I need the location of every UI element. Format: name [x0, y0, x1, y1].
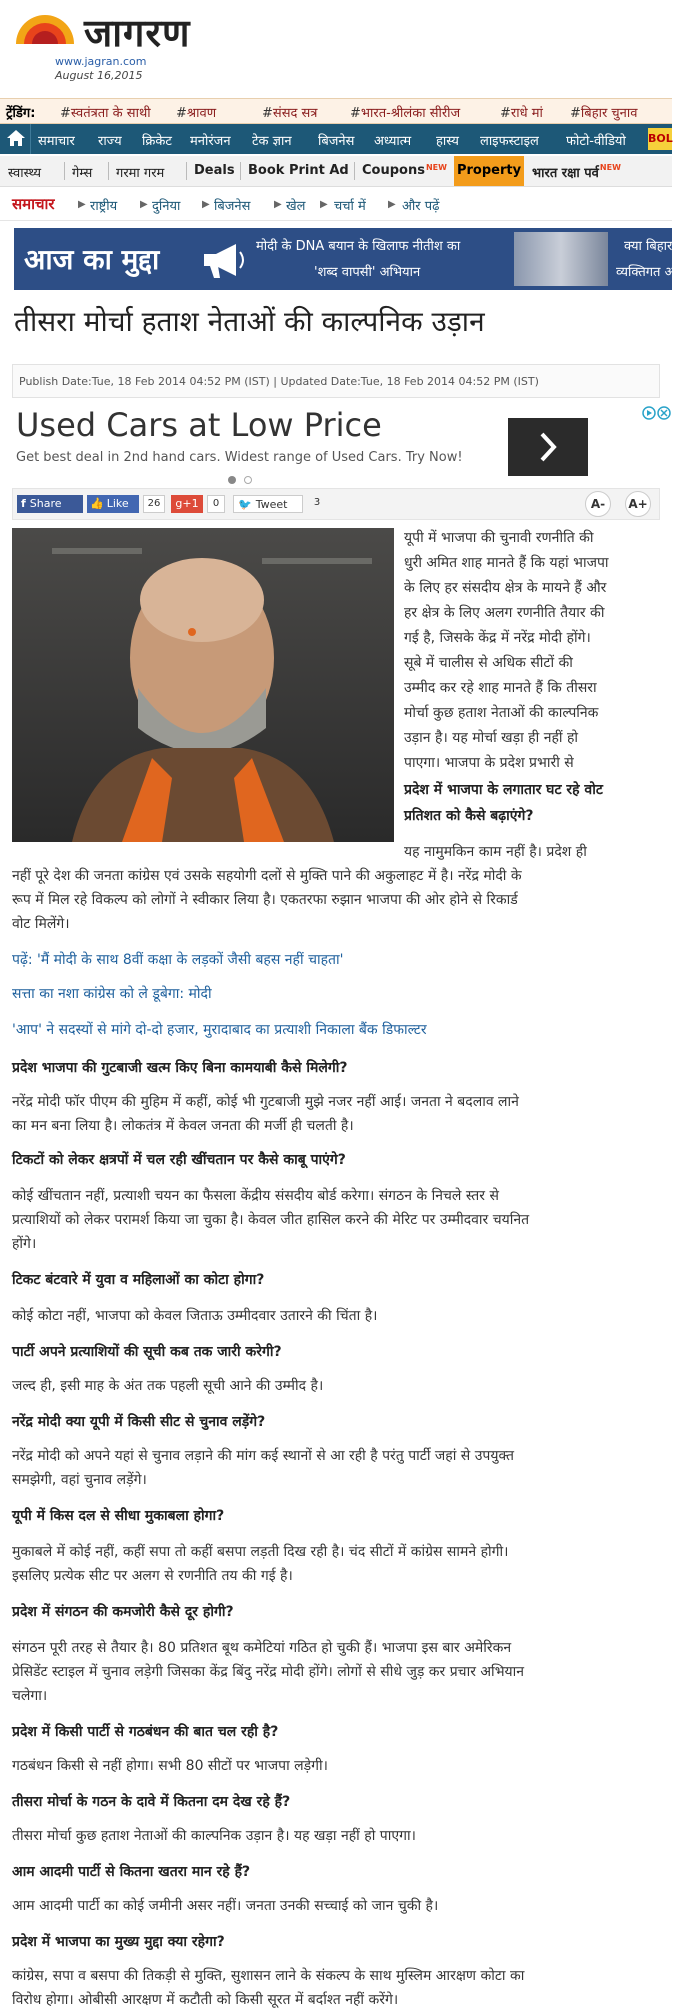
like-count: 26 — [143, 495, 165, 513]
answer-line: आम आदमी पार्टी का कोई जमीनी असर नहीं। जनता उनकी सच्चाई को जान चुकी है। — [12, 1898, 439, 1914]
chevron-right-icon: ▶ — [202, 199, 210, 210]
question: प्रदेश में किसी पार्टी से गठबंधन की बात चल रही है? — [12, 1724, 279, 1740]
answer-line: मुकाबले में कोई नहीं, कहीं सपा तो कहीं बसपा लड़ती दिख रही है। चंद सीटों में कांग्रेस सामने होगी। — [12, 1544, 509, 1560]
question: प्रदेश भाजपा की गुटबाजी खत्म किए बिना कामयाबी कैसे मिलेगी? — [12, 1060, 348, 1076]
new-badge: NEW — [425, 163, 447, 172]
facebook-share-button[interactable]: f Share — [17, 495, 83, 513]
subnav-item[interactable]: गेम्स — [72, 166, 93, 181]
text-line: उम्मीद कर रहे शाह मानते हैं कि तीसरा — [404, 680, 597, 696]
answer-line: कोई खींचतान नहीं, प्रत्याशी चयन का फैसला केंद्रीय संसदीय बोर्ड करेगा। संगठन के निचले स्तर से — [12, 1188, 499, 1204]
banner-title: आज का मुद्दा — [24, 243, 160, 276]
text-line: हर क्षेत्र के लिए अलग रणनीति तैयार की — [404, 605, 605, 621]
thumbs-up-icon: 👍 — [90, 497, 104, 510]
property-button[interactable]: Property — [454, 156, 524, 186]
nav-item[interactable]: टेक ज्ञान — [252, 134, 292, 149]
article-title: तीसरा मोर्चा हताश नेताओं की काल्पनिक उड़ान — [14, 305, 485, 338]
text-line: के लिए हर संसदीय क्षेत्र के मायने हैं और — [404, 580, 607, 596]
question: टिकटों को लेकर क्षत्रपों में चल रही खींचतान पर कैसे काबू पाएंगे? — [12, 1152, 346, 1168]
answer-line: तीसरा मोर्चा कुछ हताश नेताओं की काल्पनिक उड़ान है। यह खड़ा नहीं हो पाएगा। — [12, 1828, 416, 1844]
ad-title[interactable]: Used Cars at Low Price — [16, 406, 382, 444]
category-nav — [0, 192, 672, 221]
share-bar — [12, 488, 660, 520]
category-link[interactable]: और पढ़ें — [402, 199, 440, 214]
banner-photo — [514, 232, 608, 286]
question: आम आदमी पार्टी से कितना खतरा मान रहे हैं? — [12, 1864, 251, 1880]
text-line: पाएगा। भाजपा के प्रदेश प्रभारी से — [404, 755, 574, 771]
answer-line: नरेंद्र मोदी फॉर पीएम की मुहिम में कहीं, कोई भी गुटबाजी मुझे नजर नहीं आई। जनता ने बदलाव लाने — [12, 1094, 519, 1110]
header-date: August 16,2015 — [55, 69, 143, 82]
answer-line: विरोध होगा। ओबीसी आरक्षण में कटौती को किसी सूरत में बर्दाश्त नहीं करेंगे। — [12, 1992, 399, 2008]
answer-line: होंगे। — [12, 1236, 37, 1252]
text-line: गई है, जिसके केंद्र में नरेंद्र मोदी होंगे। — [404, 630, 591, 646]
text-line: यूपी में भाजपा की चुनावी रणनीति की — [404, 530, 594, 546]
nav-item[interactable]: अध्यात्म — [374, 134, 412, 149]
trending-item[interactable]: #स्वतंत्रता के साथी — [60, 106, 151, 121]
nav-item[interactable]: हास्य — [436, 134, 459, 149]
question: प्रदेश में संगठन की कमजोरी कैसे दूर होगी? — [12, 1604, 234, 1620]
nav-item[interactable]: मनोरंजन — [190, 134, 231, 149]
sub-nav — [0, 156, 672, 187]
answer-line: प्रेसिडेंट स्टाइल में चुनाव लड़ेगी जिसका केंद्र बिंदु नरेंद्र मोदी होंगे। लोगों से सीधे जुड़ कर प्रचार अभियान — [12, 1664, 525, 1680]
trending-item[interactable]: #बिहार चुनाव — [570, 106, 638, 121]
answer-line: जल्द ही, इसी माह के अंत तक पहली सूची आने की उम्मीद है। — [12, 1378, 324, 1394]
logo-sun-icon[interactable] — [14, 12, 76, 46]
answer-line: यह नामुमकिन काम नहीं है। प्रदेश ही — [404, 844, 587, 860]
banner-side-text-2: व्यक्तिगत आ — [616, 265, 678, 280]
nav-item[interactable]: राज्य — [98, 134, 122, 149]
subnav-item[interactable]: Book Print Ad — [248, 163, 349, 178]
chevron-right-icon: ▶ — [78, 199, 86, 210]
chevron-right-icon: ▶ — [140, 199, 148, 210]
trending-label: ट्रेंडिंग: — [6, 106, 36, 121]
answer-line: गठबंधन किसी से नहीं होगा। सभी 80 सीटों पर भाजपा लड़ेगी। — [12, 1758, 328, 1774]
category-link[interactable]: बिजनेस — [214, 199, 251, 214]
text-line: उड़ान है। यह मोर्चा खड़ा ही नहीं हो — [404, 730, 579, 746]
answer-line: रूप में मिल रहे विकल्प को लोगों ने स्वीकार लिया है। एकतरफा रुझान भाजपा की ओर होने से रिकार्ड — [12, 892, 518, 908]
megaphone-icon — [200, 240, 248, 280]
text-line: सूबे में चालीस से अधिक सीटों की — [404, 655, 573, 671]
subnav-item[interactable]: भारत रक्षा पर्व$^{NEW}$ — [532, 163, 621, 181]
banner-side-text: क्या बिहार — [624, 239, 673, 254]
chevron-right-icon — [508, 418, 588, 476]
related-link[interactable]: पढ़ें: 'मैं मोदी के साथ 8वीं कक्षा के लड़कों जैसी बहस नहीं चाहता' — [12, 952, 344, 968]
trending-item[interactable]: #भारत-श्रीलंका सीरीज — [350, 106, 461, 121]
question: प्रतिशत को कैसे बढ़ाएंगे? — [404, 808, 534, 824]
category-link[interactable]: दुनिया — [152, 199, 181, 214]
subnav-item[interactable]: स्वास्थ्य — [8, 166, 42, 181]
category-link[interactable]: खेल — [286, 199, 306, 214]
facebook-icon: f — [21, 497, 26, 510]
category-link[interactable]: चर्चा में — [334, 199, 366, 214]
ad-subtitle: Get best deal in 2nd hand cars. Widest range of Used Cars. Try Now! — [16, 450, 463, 465]
nav-item[interactable]: बिजनेस — [318, 134, 355, 149]
twitter-bird-icon: 🐦 — [238, 498, 252, 511]
google-plus-button[interactable]: g+1 — [171, 495, 203, 513]
font-increase-button[interactable]: A+ — [625, 491, 651, 517]
tweet-count: 3 — [313, 497, 321, 508]
banner-headline-2: 'शब्द वापसी' अभियान — [314, 265, 421, 280]
question: प्रदेश में भाजपा का मुख्य मुद्दा क्या रहेगा? — [12, 1934, 225, 1950]
related-link[interactable]: 'आप' ने सदस्यों से मांगे दो-दो हजार, मुरादाबाद का प्रत्याशी निकाला बैंक डिफाल्टर — [12, 1022, 427, 1038]
logo-text[interactable]: जागरण — [84, 10, 191, 55]
home-icon[interactable] — [6, 128, 26, 148]
question: यूपी में किस दल से सीधा मुकाबला होगा? — [12, 1508, 225, 1524]
nav-item[interactable]: क्रिकेट — [142, 134, 172, 149]
ad-arrow-button[interactable] — [508, 418, 588, 476]
carousel-dot[interactable] — [228, 476, 236, 484]
carousel-dot[interactable] — [244, 476, 252, 484]
subnav-item-coupons[interactable]: Coupons$^{NEW}$ — [362, 163, 447, 178]
article-photo — [12, 528, 394, 842]
main-nav — [0, 124, 672, 154]
font-decrease-button[interactable]: A- — [585, 491, 611, 517]
text-line: मोर्चा कुछ हताश नेताओं की काल्पनिक — [404, 705, 599, 721]
chevron-right-icon: ▶ — [320, 199, 328, 210]
site-url[interactable]: www.jagran.com — [55, 55, 147, 68]
ad-choices-icon[interactable] — [642, 406, 672, 420]
question: प्रदेश में भाजपा के लगातार घट रहे वोट — [404, 782, 603, 798]
answer-line: संगठन पूरी तरह से तैयार है। 80 प्रतिशत बूथ कमेटियां गठित हो चुकी हैं। भाजपा इस बार अमेरिकन — [12, 1640, 512, 1656]
trending-bar — [0, 98, 672, 124]
answer-line: वोट मिलेंगे। — [12, 916, 70, 932]
text-line: धुरी अमित शाह मानते हैं कि यहां भाजपा — [404, 555, 609, 571]
answer-line: का मन बना लिया है। लोकतंत्र में केवल जनता की मर्जी ही चलती है। — [12, 1118, 354, 1134]
banner-headline: मोदी के DNA बयान के खिलाफ नीतीश का — [256, 239, 461, 254]
question: टिकट बंटवारे में युवा व महिलाओं का कोटा होगा? — [12, 1272, 265, 1288]
related-link[interactable]: सत्ता का नशा कांग्रेस को ले डूबेगा: मोदी — [12, 986, 212, 1002]
nav-item[interactable]: लाइफस्टाइल — [480, 134, 539, 149]
nav-item[interactable]: फोटो-वीडियो — [566, 134, 626, 149]
subnav-item[interactable]: गरमा गरम — [116, 166, 165, 181]
bol-button[interactable]: BOL — [648, 128, 672, 150]
chevron-right-icon: ▶ — [388, 199, 396, 210]
site-header — [0, 0, 672, 96]
question: पार्टी अपने प्रत्याशियों की सूची कब तक जारी करेगी? — [12, 1344, 282, 1360]
answer-line: नरेंद्र मोदी को अपने यहां से चुनाव लड़ाने की मांग कई स्थानों से आ रही है परंतु पार्टी जहां से उपयुक्त — [12, 1448, 514, 1464]
article-intro — [404, 526, 666, 771]
answer-line: प्रत्याशियों को लेकर परामर्श किया जा चुका है। केवल जीत हासिल करने की मेरिट पर उम्मीदवार चयनित — [12, 1212, 530, 1228]
trending-item[interactable]: #संसद सत्र — [262, 106, 318, 121]
advertisement[interactable] — [12, 402, 672, 490]
answer-line: इसलिए प्रत्येक सीट पर अलग से रणनीति तय की गई है। — [12, 1568, 293, 1584]
question: नरेंद्र मोदी क्या यूपी में किसी सीट से चुनाव लड़ेंगे? — [12, 1414, 266, 1430]
answer-line: कोई कोटा नहीं, भाजपा को केवल जिताऊ उम्मीदवार उतारने की चिंता है। — [12, 1308, 378, 1324]
answer-line: कांग्रेस, सपा व बसपा की तिकड़ी से मुक्ति, सुशासन लाने के संकल्प के साथ मुस्लिम आरक्षण कोटा का — [12, 1968, 525, 1984]
subnav-item[interactable]: Deals — [194, 163, 235, 178]
answer-line: चलेगा। — [12, 1688, 48, 1704]
trending-item[interactable]: #राधे मां — [500, 106, 543, 121]
answer-line: समझेगी, वहां चुनाव लड़ेंगे। — [12, 1472, 147, 1488]
gplus-count: 0 — [207, 495, 225, 513]
tweet-button[interactable]: 🐦 Tweet — [233, 495, 303, 513]
category-link[interactable]: राष्ट्रीय — [90, 199, 118, 214]
nav-item[interactable]: समाचार — [38, 134, 75, 149]
issue-banner[interactable] — [14, 228, 678, 290]
question: तीसरा मोर्चा के गठन के दावे में कितना दम देख रहे हैं? — [12, 1794, 291, 1810]
article-dates: Publish Date:Tue, 18 Feb 2014 04:52 PM (IST) | Updated Date:Tue, 18 Feb 2014 04:52 PM (IST) — [12, 364, 660, 398]
trending-item[interactable]: #श्रावण — [176, 106, 217, 121]
chevron-right-icon: ▶ — [274, 199, 282, 210]
facebook-like-button[interactable]: 👍 Like — [87, 495, 139, 513]
answer-line: नहीं पूरे देश की जनता कांग्रेस एवं उसके सहयोगी दलों से मुक्ति पाने की अकुलाहट में है। नरेंद्र मोदी के — [12, 868, 522, 884]
new-badge: NEW — [599, 163, 621, 172]
category-current[interactable]: समाचार — [12, 195, 55, 213]
